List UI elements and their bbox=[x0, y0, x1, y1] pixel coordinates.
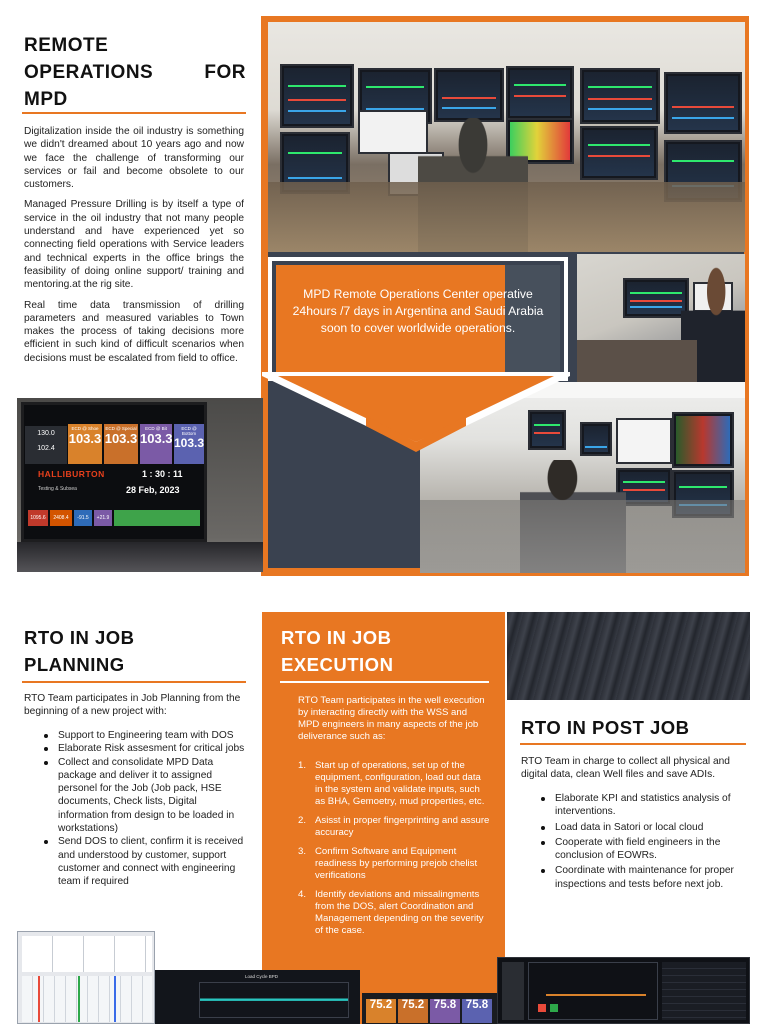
tile-value: 103.3 bbox=[174, 436, 205, 450]
caption-text: MPD Remote Operations Center operative 24hours /7 days in Argentina and Saudi Arabia soon to cover worldwide operations. bbox=[292, 287, 544, 335]
left-value-bottom: 102.4 bbox=[37, 445, 55, 452]
mini-tile: 75.8 bbox=[462, 999, 492, 1023]
post-job-screenshot bbox=[497, 957, 750, 1024]
trend-chart-screenshot bbox=[155, 970, 360, 1024]
tile-label: ECD @ Bit bbox=[145, 426, 167, 431]
tile-value: 103.3 bbox=[68, 431, 102, 446]
mini-tile: 75.8 bbox=[430, 999, 460, 1023]
title-divider bbox=[22, 112, 246, 114]
chevron-arrow bbox=[262, 372, 570, 452]
brand-subtitle: Testing & Subsea bbox=[38, 486, 77, 492]
ecd-tile-special bbox=[104, 424, 138, 464]
tile-label: ECD @ Shoe bbox=[71, 426, 99, 431]
post-job-title: RTO IN POST JOB bbox=[521, 717, 690, 738]
planning-intro: RTO Team participates in Job Planning from the beginning of a new project with: bbox=[24, 693, 241, 718]
post-job-divider bbox=[520, 743, 746, 745]
ecd-tile-shoe bbox=[68, 424, 102, 464]
list-item bbox=[282, 760, 490, 808]
item-text: Confirm Software and Equipment readiness by performing prejob chelist verifications bbox=[315, 846, 478, 881]
bottom-value-4: +21.9 bbox=[94, 510, 112, 526]
tile-label: ECD @ Special bbox=[105, 426, 137, 431]
intro-paragraph-3: Real time data transmission of drilling parameters and measured variables to Town makes the process of taking decisions more efficient in such kind of difficult scenarios when decisions must be escalated from field to office. bbox=[24, 299, 244, 364]
item-number: 1. bbox=[298, 760, 307, 771]
execution-title-line-1: RTO IN JOB bbox=[281, 627, 392, 648]
tile-value: 103.3 bbox=[104, 431, 138, 446]
list-item: Send DOS to client, confirm it is received and understood by customer, support customer and connect with engineering team if required bbox=[24, 835, 246, 888]
tile-value: 103.3 bbox=[140, 431, 173, 446]
item-number: 2. bbox=[298, 815, 307, 826]
list-item: Elaborate Risk assesment for critical jobs bbox=[24, 742, 246, 755]
item-text: Asisst in proper fingerprinting and assure accuracy bbox=[315, 815, 490, 838]
tile-label: ECD @ Bottom bbox=[181, 426, 197, 436]
chart-title: Load Cycle BPD bbox=[245, 974, 279, 979]
bottom-value-1: 1095.6 bbox=[28, 510, 48, 526]
list-item bbox=[282, 846, 490, 882]
list-item bbox=[282, 889, 490, 937]
left-value-top: 130.0 bbox=[37, 430, 55, 437]
brand-logo: HALLIBURTON bbox=[38, 469, 105, 479]
ecd-tile-bottom bbox=[174, 424, 204, 464]
intro-text bbox=[24, 125, 244, 372]
title-line-4: MPD bbox=[24, 89, 68, 110]
execution-title-line-2: EXECUTION bbox=[281, 654, 394, 675]
list-item: Support to Engineering team with DOS bbox=[24, 729, 246, 742]
item-number: 4. bbox=[298, 889, 307, 900]
title-line-2: OPERATIONS bbox=[24, 62, 154, 83]
ecd-tiles-screenshot bbox=[362, 993, 500, 1024]
mini-tile: 75.2 bbox=[366, 999, 396, 1023]
planning-divider bbox=[22, 681, 246, 683]
intro-paragraph-1: Digitalization inside the oil industry is something we didn't dreamed about 10 years ago and now we face the challenge of transforming our services or fail and become obsolete to our customers. bbox=[24, 126, 244, 191]
execution-intro: RTO Team participates in the well execution by interacting directly with the WSS and MPD engineers in many aspects of the job deliverance such as: bbox=[298, 695, 485, 742]
execution-list bbox=[282, 760, 490, 944]
operator-photo bbox=[577, 254, 745, 382]
title-line-3: FOR bbox=[204, 62, 246, 83]
list-item: Cooperate with field engineers in the conclusion of EOWRs. bbox=[521, 836, 747, 863]
list-item: Collect and consolidate MPD Data package and deliver it to assigned personel for the Job (Job pack, HSE documents, Check lists, Digital information from design to be loaded in workstations) bbox=[24, 756, 246, 836]
item-text: Start up of operations, set up of the equipment, configuration, load out data in the system and validate inputs, such as BHA, Gemoetry, mud properties, etc. bbox=[315, 760, 485, 807]
top-title bbox=[24, 32, 246, 113]
clock-date: 28 Feb, 2023 bbox=[126, 485, 180, 495]
item-number: 3. bbox=[298, 846, 307, 857]
clock-time: 1 : 30 : 11 bbox=[142, 469, 183, 479]
post-job-intro: RTO Team in charge to collect all physical and digital data, clean Well files and save ADIs. bbox=[521, 756, 730, 781]
decorative-texture bbox=[507, 612, 750, 700]
mini-tile: 75.2 bbox=[398, 999, 428, 1023]
ecd-tile-bit bbox=[140, 424, 172, 464]
intro-paragraph-2: Managed Pressure Drilling is by itself a type of service in the oil industry that not many people understand and have experienced yet so connecting field operations with Service leaders and technical experts in the office brings the feasibility of doing online support/ training and mentoring.at the rig site. bbox=[24, 199, 244, 291]
execution-divider bbox=[280, 681, 489, 683]
planning-title-line-1: RTO IN JOB bbox=[24, 627, 135, 648]
bottom-value-3: -91.5 bbox=[74, 510, 92, 526]
list-item bbox=[282, 815, 490, 839]
post-job-list bbox=[521, 792, 747, 893]
laptop-keyboard bbox=[17, 542, 263, 572]
title-line-1: REMOTE bbox=[24, 35, 109, 56]
list-item: Elaborate KPI and statistics analysis of interventions. bbox=[521, 792, 747, 819]
planning-title bbox=[24, 624, 244, 678]
planning-list bbox=[24, 729, 246, 889]
bottom-value-2: 2408.4 bbox=[50, 510, 72, 526]
item-text: Identify deviations and missalingments from the DOS, alert Coordination and Management depending on the severity of the case. bbox=[315, 889, 484, 936]
planning-screenshot bbox=[17, 931, 155, 1024]
laptop-left-panel bbox=[25, 426, 67, 464]
planning-title-line-2: PLANNING bbox=[24, 654, 125, 675]
list-item: Coordinate with maintenance for proper inspections and tests before next job. bbox=[521, 864, 747, 891]
execution-title bbox=[281, 624, 491, 678]
control-room-photo bbox=[268, 22, 745, 252]
list-item: Load data in Satori or local cloud bbox=[521, 821, 747, 834]
